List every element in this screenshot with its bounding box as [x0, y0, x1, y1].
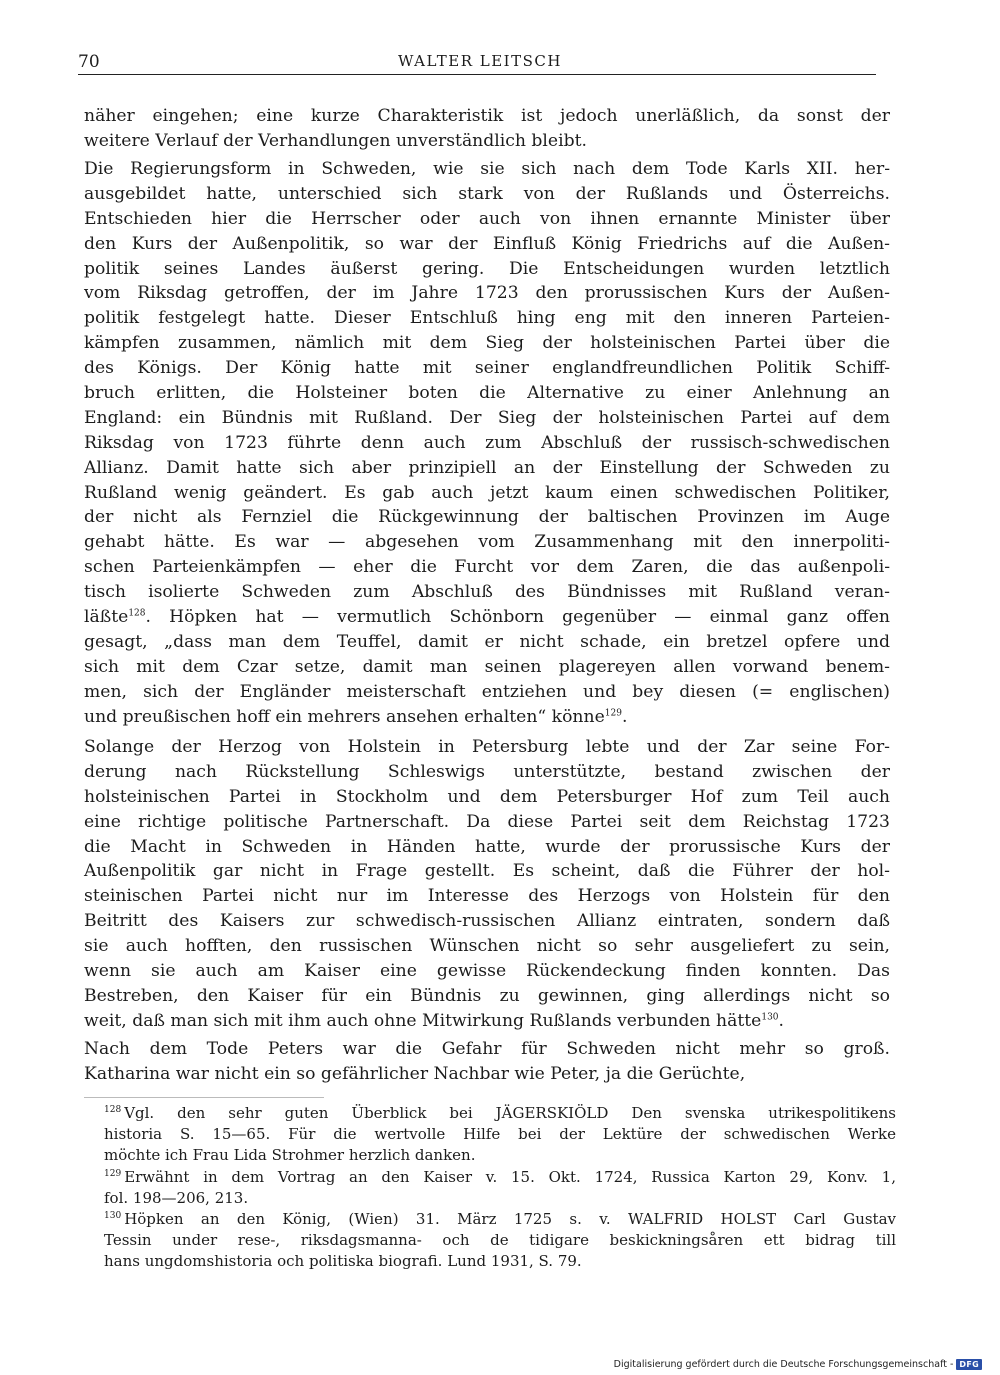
paragraph-4 [84, 1037, 890, 1087]
text-line: politik seines Landes äußerst gering. Die Entscheidungen wurden letztlich [84, 258, 890, 279]
footnote-number: 129 [104, 1168, 122, 1179]
text-line: gesagt, „dass man dem Teuffel, damit er nicht schade, ein bretzel opfere und [84, 631, 890, 652]
text-line: holsteinischen Partei in Stockholm und dem Petersburger Hof zum Teil auch [84, 786, 890, 807]
text-line: gehabt hätte. Es war — abgesehen vom Zusammenhang mit den innerpoliti- [84, 532, 890, 553]
footnote-line [104, 1145, 896, 1166]
text-line: Entschieden hier die Herrscher oder auch von ihnen ernannte Minister über [84, 208, 890, 229]
paragraph-2 [84, 157, 890, 729]
text-line: weit, daß man sich mit ihm auch ohne Mitwirkung Rußlands verbunden hätte$^{130}$. [84, 1010, 784, 1031]
footnote-line [104, 1103, 896, 1124]
text-line: eine richtige politische Partnerschaft. Da diese Partei seit dem Reichstag 1723 [84, 811, 890, 832]
paragraph-3 [84, 735, 890, 1034]
text-line: ausgebildet hatte, unterschied sich stark von der Rußlands und Österreichs. [84, 183, 890, 204]
text-line: sich mit dem Czar setze, damit man seinen plagereyen allen vorwand benem- [84, 656, 890, 677]
text-line: Bestreben, den Kaiser für ein Bündnis zu gewinnen, ging allerdings nicht so [84, 985, 890, 1006]
footnote-text: historia S. 15—65. Für die wertvolle Hilfe bei der Lektüre der schwedischen Werke [104, 1125, 896, 1144]
text-line: steinischen Partei nicht nur im Interesse des Herzogs von Holstein für den [84, 886, 890, 907]
text-line: schen Parteienkämpfen — eher die Furcht vor dem Zaren, die das außenpoli- [84, 557, 890, 578]
text-line: sie auch hofften, den russischen Wünschen nicht so sehr ausgeliefert zu sein, [84, 936, 890, 957]
text-line: des Königs. Der König hatte mit seiner englandfreundlichen Politik Schiff- [84, 358, 890, 379]
footnote-line [104, 1230, 896, 1251]
footnote-line [104, 1124, 896, 1145]
page-number: 70 [78, 52, 100, 72]
text-line: derung nach Rückstellung Schleswigs unterstützte, bestand zwischen der [84, 761, 890, 782]
text-line: Rußland wenig geändert. Es gab auch jetzt kaum einen schwedischen Politiker, [84, 482, 890, 503]
text-line: Die Regierungsform in Schweden, wie sie sich nach dem Tode Karls XII. her- [84, 159, 890, 179]
footnote-text: Tessin under rese-, riksdagsmanna- och de tidigare beskickningsåren ett bidrag till [104, 1231, 896, 1250]
text-line: und preußischen hoff ein mehrers ansehen erhalten“ könne$^{129}$. [84, 706, 628, 727]
digitization-credit [614, 1357, 982, 1371]
footnote-number: 128 [104, 1105, 122, 1115]
text-line: Riksdag von 1723 führte denn auch zum Abschluß der russisch-schwedischen [84, 432, 890, 453]
text-line: Nach dem Tode Peters war die Gefahr für Schweden nicht mehr so groß. [84, 1039, 890, 1059]
footnotes [104, 1103, 896, 1273]
text-line: Außenpolitik gar nicht in Frage gestellt. Es scheint, daß die Führer der hol- [84, 861, 890, 882]
footnote-line [104, 1251, 896, 1272]
text-line: den Kurs der Außenpolitik, so war der Einfluß König Friedrichs auf die Außen- [84, 233, 890, 254]
text-line: näher eingehen; eine kurze Charakteristik ist jedoch unerläßlich, da sonst der [84, 106, 890, 126]
footnote-text: möchte ich Frau Lida Strohmer herzlich danken. [104, 1146, 476, 1165]
text-line: tisch isolierte Schweden zum Abschluß des Bündnisses mit Rußland veran- [84, 582, 890, 603]
text-line: England: ein Bündnis mit Rußland. Der Sieg der holsteinischen Partei auf dem [84, 407, 890, 428]
text-line: Beitritt des Kaisers zur schwedisch-russischen Allianz eintraten, sondern daß [84, 911, 890, 932]
text-line: Allianz. Damit hatte sich aber prinzipiell an der Einstellung der Schweden zu [84, 457, 890, 478]
page-header [78, 52, 876, 74]
header-rule [78, 74, 876, 75]
footnote-line [104, 1209, 896, 1230]
credit-text: Digitalisierung gefördert durch die Deutsche Forschungsgemeinschaft - [613, 1358, 954, 1370]
text-line: weitere Verlauf der Verhandlungen unverständlich bleibt. [84, 130, 587, 151]
footnote-ref: 129 [604, 707, 622, 718]
footnote-ref: 128 [128, 608, 146, 619]
running-head: WALTER LEITSCH [398, 52, 562, 70]
dfg-logo: DFG [956, 1359, 982, 1370]
footnote-text: Höpken an den König, (Wien) 31. März 1725 s. v. WALFRID HOLST Carl Gustav [124, 1209, 896, 1228]
text-line: Solange der Herzog von Holstein in Petersburg lebte und der Zar seine For- [84, 737, 890, 757]
text-line: wenn sie auch am Kaiser eine gewisse Rückendeckung finden konnten. Das [84, 961, 890, 982]
footnote-number: 130 [104, 1210, 122, 1221]
text-line: kämpfen zusammen, nämlich mit dem Sieg der holsteinischen Partei über die [84, 333, 890, 354]
footnote-text: fol. 198—206, 213. [104, 1188, 249, 1207]
footnote-text: Vgl. den sehr guten Überblick bei JÄGERSKIÖLD Den svenska utrikespolitikens [124, 1104, 896, 1122]
text-line: men, sich der Engländer meisterschaft entziehen und bey diesen (= englischen) [84, 681, 890, 702]
text-line: läßte$^{128}$. Höpken hat — vermutlich Schönborn gegenüber — einmal ganz offen [84, 607, 890, 628]
text-line: der nicht als Fernziel die Rückgewinnung der baltischen Provinzen im Auge [84, 507, 890, 528]
text-line: Katharina war nicht ein so gefährlicher Nachbar wie Peter, ja die Gerüchte, [84, 1063, 746, 1084]
text-line: politik festgelegt hatte. Dieser Entschluß hing eng mit den inneren Parteien- [84, 308, 890, 329]
text-line: vom Riksdag getroffen, der im Jahre 1723 den prorussischen Kurs der Außen- [84, 283, 890, 304]
paragraph-1 [84, 104, 890, 154]
text-line: die Macht in Schweden in Händen hatte, wurde der prorussische Kurs der [84, 836, 890, 857]
footnote-rule [84, 1097, 324, 1098]
footnote-line [104, 1188, 896, 1209]
footnote-line [104, 1167, 896, 1188]
text-line: bruch erlitten, die Holsteiner boten die Alternative zu einer Anlehnung an [84, 383, 890, 404]
footnote-text: Erwähnt in dem Vortrag an den Kaiser v. 15. Okt. 1724, Russica Karton 29, Konv. 1, [124, 1167, 896, 1186]
footnote-ref: 130 [761, 1012, 779, 1023]
footnote-text: hans ungdomshistoria och politiska biografi. Lund 1931, S. 79. [104, 1252, 582, 1271]
